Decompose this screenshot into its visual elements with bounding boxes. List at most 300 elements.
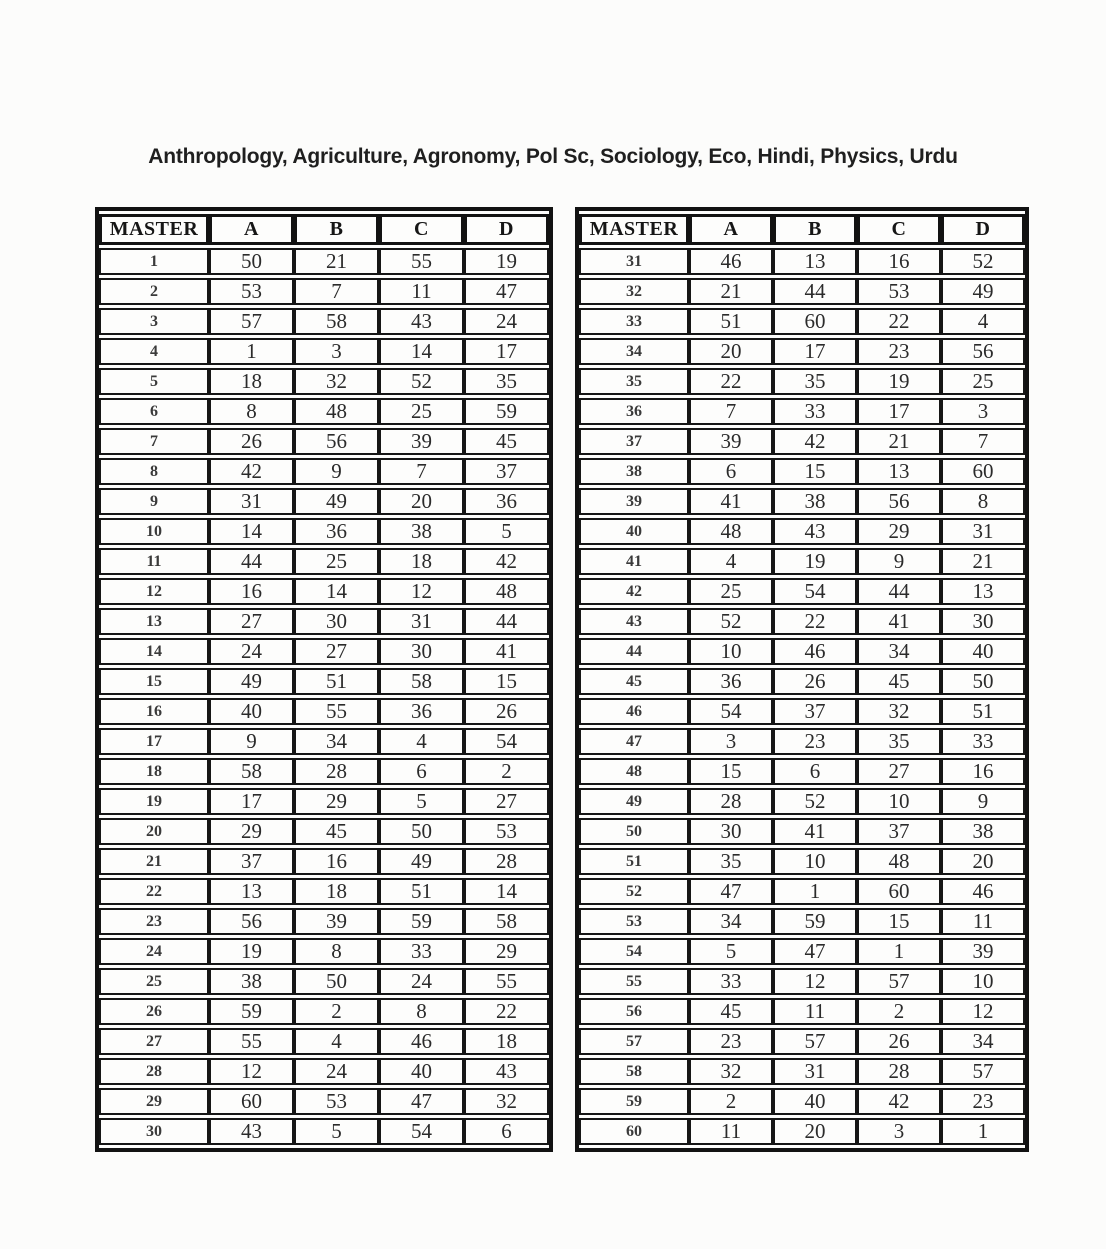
answer-cell: 45 — [294, 818, 379, 845]
answer-cell: 11 — [689, 1118, 773, 1145]
answer-cell: 13 — [209, 878, 294, 905]
table-row — [99, 878, 549, 905]
master-number-cell: 33 — [579, 308, 689, 335]
answer-cell: 30 — [941, 608, 1025, 635]
answer-cell: 3 — [941, 398, 1025, 425]
master-number-cell: 36 — [579, 398, 689, 425]
answer-cell: 13 — [773, 248, 857, 275]
answer-cell: 55 — [294, 698, 379, 725]
table-row — [99, 578, 549, 605]
answer-cell: 46 — [941, 878, 1025, 905]
answer-cell: 31 — [941, 518, 1025, 545]
answer-cell: 24 — [209, 638, 294, 665]
answer-cell: 50 — [209, 248, 294, 275]
answer-cell: 7 — [941, 428, 1025, 455]
answer-cell: 20 — [941, 848, 1025, 875]
answer-cell: 42 — [773, 428, 857, 455]
answer-cell: 34 — [941, 1028, 1025, 1055]
table-row — [579, 368, 1025, 395]
master-number-cell: 29 — [99, 1088, 209, 1115]
table-row — [99, 638, 549, 665]
answer-cell: 59 — [379, 908, 464, 935]
answer-cell: 35 — [689, 848, 773, 875]
answer-cell: 13 — [941, 578, 1025, 605]
answer-cell: 36 — [464, 488, 549, 515]
answer-cell: 8 — [209, 398, 294, 425]
answer-cell: 21 — [294, 248, 379, 275]
answer-cell: 23 — [941, 1088, 1025, 1115]
table-row — [99, 728, 549, 755]
table-row — [99, 788, 549, 815]
answer-cell: 43 — [773, 518, 857, 545]
answer-cell: 32 — [464, 1088, 549, 1115]
answer-cell: 27 — [464, 788, 549, 815]
master-number-cell: 18 — [99, 758, 209, 785]
answer-cell: 4 — [941, 308, 1025, 335]
answer-cell: 60 — [209, 1088, 294, 1115]
column-header-a: A — [689, 214, 773, 245]
answer-cell: 9 — [209, 728, 294, 755]
answer-cell: 44 — [464, 608, 549, 635]
answer-cell: 6 — [689, 458, 773, 485]
table-row — [579, 788, 1025, 815]
answer-cell: 52 — [941, 248, 1025, 275]
master-number-cell: 25 — [99, 968, 209, 995]
answer-cell: 30 — [379, 638, 464, 665]
master-number-cell: 41 — [579, 548, 689, 575]
answer-cell: 41 — [464, 638, 549, 665]
answer-cell: 34 — [857, 638, 941, 665]
master-number-cell: 34 — [579, 338, 689, 365]
answer-cell: 33 — [689, 968, 773, 995]
answer-cell: 53 — [209, 278, 294, 305]
table-row — [99, 608, 549, 635]
answer-cell: 33 — [773, 398, 857, 425]
answer-cell: 2 — [689, 1088, 773, 1115]
answer-cell: 55 — [379, 248, 464, 275]
answer-cell: 29 — [857, 518, 941, 545]
answer-cell: 36 — [379, 698, 464, 725]
answer-cell: 1 — [857, 938, 941, 965]
answer-cell: 26 — [464, 698, 549, 725]
master-number-cell: 28 — [99, 1058, 209, 1085]
answer-cell: 57 — [941, 1058, 1025, 1085]
table-row — [99, 1058, 549, 1085]
table-row — [579, 428, 1025, 455]
answer-cell: 49 — [379, 848, 464, 875]
answer-cell: 27 — [294, 638, 379, 665]
table-row — [579, 1118, 1025, 1145]
answer-cell: 51 — [379, 878, 464, 905]
answer-cell: 35 — [464, 368, 549, 395]
answer-cell: 36 — [294, 518, 379, 545]
answer-cell: 35 — [773, 368, 857, 395]
answer-cell: 47 — [379, 1088, 464, 1115]
answer-cell: 2 — [857, 998, 941, 1025]
answer-cell: 34 — [294, 728, 379, 755]
answer-cell: 51 — [294, 668, 379, 695]
answer-cell: 29 — [464, 938, 549, 965]
answer-cell: 14 — [379, 338, 464, 365]
answer-cell: 42 — [209, 458, 294, 485]
answer-cell: 19 — [773, 548, 857, 575]
answer-cell: 27 — [857, 758, 941, 785]
answer-cell: 12 — [209, 1058, 294, 1085]
answer-cell: 48 — [857, 848, 941, 875]
answer-cell: 56 — [857, 488, 941, 515]
answer-cell: 42 — [464, 548, 549, 575]
answer-cell: 38 — [209, 968, 294, 995]
master-number-cell: 19 — [99, 788, 209, 815]
master-number-cell: 24 — [99, 938, 209, 965]
answer-cell: 12 — [379, 578, 464, 605]
answer-cell: 3 — [689, 728, 773, 755]
answer-cell: 60 — [857, 878, 941, 905]
answer-cell: 4 — [689, 548, 773, 575]
answer-cell: 39 — [689, 428, 773, 455]
answer-cell: 8 — [379, 998, 464, 1025]
answer-cell: 24 — [379, 968, 464, 995]
answer-cell: 43 — [464, 1058, 549, 1085]
master-number-cell: 50 — [579, 818, 689, 845]
table-row — [99, 308, 549, 335]
table-row — [99, 1118, 549, 1145]
answer-cell: 22 — [464, 998, 549, 1025]
answer-cell: 7 — [689, 398, 773, 425]
answer-cell: 3 — [857, 1118, 941, 1145]
answer-cell: 28 — [294, 758, 379, 785]
master-number-cell: 17 — [99, 728, 209, 755]
master-number-cell: 27 — [99, 1028, 209, 1055]
answer-cell: 32 — [857, 698, 941, 725]
table-row — [579, 758, 1025, 785]
master-number-cell: 22 — [99, 878, 209, 905]
answer-cell: 48 — [689, 518, 773, 545]
master-number-cell: 9 — [99, 488, 209, 515]
answer-cell: 10 — [941, 968, 1025, 995]
table-row — [579, 488, 1025, 515]
master-number-cell: 37 — [579, 428, 689, 455]
table-row — [579, 1088, 1025, 1115]
master-number-cell: 31 — [579, 248, 689, 275]
table-row — [579, 578, 1025, 605]
table-row — [579, 518, 1025, 545]
answer-cell: 14 — [294, 578, 379, 605]
answer-cell: 10 — [689, 638, 773, 665]
answer-cell: 6 — [464, 1118, 549, 1145]
answer-cell: 57 — [857, 968, 941, 995]
answer-cell: 50 — [941, 668, 1025, 695]
answer-cell: 46 — [773, 638, 857, 665]
answer-cell: 47 — [773, 938, 857, 965]
answer-cell: 33 — [941, 728, 1025, 755]
answer-cell: 42 — [857, 1088, 941, 1115]
answer-cell: 23 — [773, 728, 857, 755]
answer-cell: 53 — [294, 1088, 379, 1115]
answer-cell: 51 — [689, 308, 773, 335]
answer-cell: 30 — [294, 608, 379, 635]
answer-cell: 9 — [294, 458, 379, 485]
answer-cell: 55 — [209, 1028, 294, 1055]
answer-cell: 17 — [464, 338, 549, 365]
answer-cell: 28 — [464, 848, 549, 875]
master-number-cell: 11 — [99, 548, 209, 575]
answer-cell: 9 — [941, 788, 1025, 815]
column-header-b: B — [773, 214, 857, 245]
table-row — [99, 338, 549, 365]
master-number-cell: 30 — [99, 1118, 209, 1145]
table-row — [99, 458, 549, 485]
table-row — [99, 848, 549, 875]
answer-cell: 32 — [689, 1058, 773, 1085]
answer-cell: 56 — [294, 428, 379, 455]
answer-cell: 10 — [857, 788, 941, 815]
answer-cell: 39 — [294, 908, 379, 935]
answer-cell: 15 — [689, 758, 773, 785]
answer-cell: 31 — [773, 1058, 857, 1085]
master-number-cell: 39 — [579, 488, 689, 515]
column-header-c: C — [379, 214, 464, 245]
answer-cell: 36 — [689, 668, 773, 695]
answer-cell: 38 — [773, 488, 857, 515]
master-number-cell: 53 — [579, 908, 689, 935]
answer-cell: 2 — [464, 758, 549, 785]
answer-cell: 22 — [857, 308, 941, 335]
table-row — [99, 1088, 549, 1115]
answer-cell: 4 — [379, 728, 464, 755]
answer-cell: 14 — [209, 518, 294, 545]
master-key-table-31-60 — [575, 207, 1029, 1152]
answer-cell: 10 — [773, 848, 857, 875]
table-row — [99, 368, 549, 395]
answer-cell: 20 — [379, 488, 464, 515]
answer-cell: 40 — [941, 638, 1025, 665]
answer-cell: 31 — [209, 488, 294, 515]
table-row — [579, 458, 1025, 485]
answer-cell: 34 — [689, 908, 773, 935]
answer-cell: 32 — [294, 368, 379, 395]
column-header-a: A — [209, 214, 294, 245]
master-number-cell: 8 — [99, 458, 209, 485]
answer-cell: 18 — [379, 548, 464, 575]
answer-cell: 37 — [209, 848, 294, 875]
answer-cell: 56 — [209, 908, 294, 935]
master-number-cell: 20 — [99, 818, 209, 845]
answer-cell: 24 — [464, 308, 549, 335]
answer-cell: 28 — [689, 788, 773, 815]
answer-cell: 52 — [379, 368, 464, 395]
answer-cell: 16 — [209, 578, 294, 605]
header-row — [99, 214, 549, 245]
master-number-cell: 43 — [579, 608, 689, 635]
answer-cell: 54 — [689, 698, 773, 725]
answer-cell: 49 — [941, 278, 1025, 305]
table-row — [99, 1028, 549, 1055]
master-number-cell: 7 — [99, 428, 209, 455]
answer-cell: 44 — [857, 578, 941, 605]
answer-cell: 51 — [941, 698, 1025, 725]
answer-cell: 48 — [464, 578, 549, 605]
table-row — [579, 338, 1025, 365]
table-row — [579, 698, 1025, 725]
answer-cell: 27 — [209, 608, 294, 635]
answer-cell: 5 — [689, 938, 773, 965]
answer-cell: 43 — [379, 308, 464, 335]
table-row — [579, 878, 1025, 905]
table-row — [579, 668, 1025, 695]
answer-cell: 59 — [773, 908, 857, 935]
answer-cell: 18 — [464, 1028, 549, 1055]
answer-cell: 17 — [857, 398, 941, 425]
answer-cell: 29 — [209, 818, 294, 845]
answer-cell: 45 — [857, 668, 941, 695]
master-number-cell: 42 — [579, 578, 689, 605]
answer-cell: 50 — [294, 968, 379, 995]
master-number-cell: 51 — [579, 848, 689, 875]
answer-cell: 54 — [773, 578, 857, 605]
table-row — [579, 728, 1025, 755]
answer-cell: 41 — [689, 488, 773, 515]
master-number-cell: 5 — [99, 368, 209, 395]
answer-cell: 16 — [857, 248, 941, 275]
answer-cell: 54 — [464, 728, 549, 755]
answer-cell: 23 — [689, 1028, 773, 1055]
answer-cell: 23 — [857, 338, 941, 365]
master-number-cell: 60 — [579, 1118, 689, 1145]
table-row — [579, 998, 1025, 1025]
answer-cell: 57 — [209, 308, 294, 335]
table-row — [99, 818, 549, 845]
table-row — [579, 308, 1025, 335]
answer-cell: 21 — [941, 548, 1025, 575]
answer-cell: 15 — [773, 458, 857, 485]
answer-cell: 60 — [941, 458, 1025, 485]
master-number-cell: 26 — [99, 998, 209, 1025]
answer-cell: 12 — [941, 998, 1025, 1025]
answer-cell: 55 — [464, 968, 549, 995]
table-row — [579, 248, 1025, 275]
answer-cell: 52 — [773, 788, 857, 815]
answer-cell: 44 — [209, 548, 294, 575]
answer-cell: 7 — [379, 458, 464, 485]
header-row — [579, 214, 1025, 245]
answer-cell: 19 — [209, 938, 294, 965]
master-key-table-1-30 — [95, 207, 553, 1152]
table-row — [579, 908, 1025, 935]
table-row — [579, 278, 1025, 305]
master-number-cell: 38 — [579, 458, 689, 485]
table-row — [99, 758, 549, 785]
column-header-master: MASTER — [99, 214, 209, 245]
answer-cell: 1 — [209, 338, 294, 365]
table-row — [579, 1028, 1025, 1055]
answer-cell: 40 — [209, 698, 294, 725]
answer-cell: 39 — [379, 428, 464, 455]
master-number-cell: 21 — [99, 848, 209, 875]
answer-cell: 3 — [294, 338, 379, 365]
answer-cell: 43 — [209, 1118, 294, 1145]
answer-cell: 35 — [857, 728, 941, 755]
master-number-cell: 3 — [99, 308, 209, 335]
master-number-cell: 47 — [579, 728, 689, 755]
answer-cell: 26 — [209, 428, 294, 455]
answer-cell: 38 — [379, 518, 464, 545]
answer-cell: 2 — [294, 998, 379, 1025]
answer-cell: 49 — [294, 488, 379, 515]
table-row — [99, 398, 549, 425]
column-header-d: D — [941, 214, 1025, 245]
table-row — [579, 1058, 1025, 1085]
master-number-cell: 32 — [579, 278, 689, 305]
answer-cell: 58 — [379, 668, 464, 695]
master-number-cell: 1 — [99, 248, 209, 275]
table-row — [99, 428, 549, 455]
answer-cell: 58 — [294, 308, 379, 335]
master-number-cell: 57 — [579, 1028, 689, 1055]
answer-cell: 5 — [294, 1118, 379, 1145]
answer-cell: 37 — [857, 818, 941, 845]
master-number-cell: 10 — [99, 518, 209, 545]
answer-cell: 16 — [941, 758, 1025, 785]
table-row — [99, 548, 549, 575]
master-number-cell: 4 — [99, 338, 209, 365]
answer-cell: 58 — [464, 908, 549, 935]
answer-cell: 1 — [773, 878, 857, 905]
answer-cell: 15 — [857, 908, 941, 935]
answer-cell: 21 — [857, 428, 941, 455]
answer-cell: 47 — [464, 278, 549, 305]
master-number-cell: 46 — [579, 698, 689, 725]
answer-cell: 22 — [773, 608, 857, 635]
master-number-cell: 14 — [99, 638, 209, 665]
answer-cell: 26 — [857, 1028, 941, 1055]
answer-cell: 5 — [464, 518, 549, 545]
answer-cell: 57 — [773, 1028, 857, 1055]
answer-cell: 11 — [941, 908, 1025, 935]
table-row — [579, 938, 1025, 965]
table-row — [579, 638, 1025, 665]
answer-cell: 6 — [379, 758, 464, 785]
answer-cell: 52 — [689, 608, 773, 635]
table-row — [99, 938, 549, 965]
master-number-cell: 44 — [579, 638, 689, 665]
answer-cell: 8 — [941, 488, 1025, 515]
column-header-c: C — [857, 214, 941, 245]
answer-cell: 53 — [857, 278, 941, 305]
answer-cell: 58 — [209, 758, 294, 785]
answer-cell: 26 — [773, 668, 857, 695]
master-number-cell: 23 — [99, 908, 209, 935]
table-row — [579, 968, 1025, 995]
answer-cell: 18 — [209, 368, 294, 395]
master-number-cell: 15 — [99, 668, 209, 695]
master-number-cell: 40 — [579, 518, 689, 545]
master-number-cell: 59 — [579, 1088, 689, 1115]
table-row — [579, 398, 1025, 425]
table-row — [99, 668, 549, 695]
answer-cell: 31 — [379, 608, 464, 635]
answer-cell: 48 — [294, 398, 379, 425]
column-header-b: B — [294, 214, 379, 245]
answer-cell: 44 — [773, 278, 857, 305]
answer-cell: 47 — [689, 878, 773, 905]
answer-cell: 50 — [379, 818, 464, 845]
answer-cell: 56 — [941, 338, 1025, 365]
answer-cell: 49 — [209, 668, 294, 695]
answer-cell: 40 — [379, 1058, 464, 1085]
page-title: Anthropology, Agriculture, Agronomy, Pol Sc, Sociology, Eco, Hindi, Physics, Urdu — [148, 145, 958, 168]
answer-cell: 5 — [379, 788, 464, 815]
